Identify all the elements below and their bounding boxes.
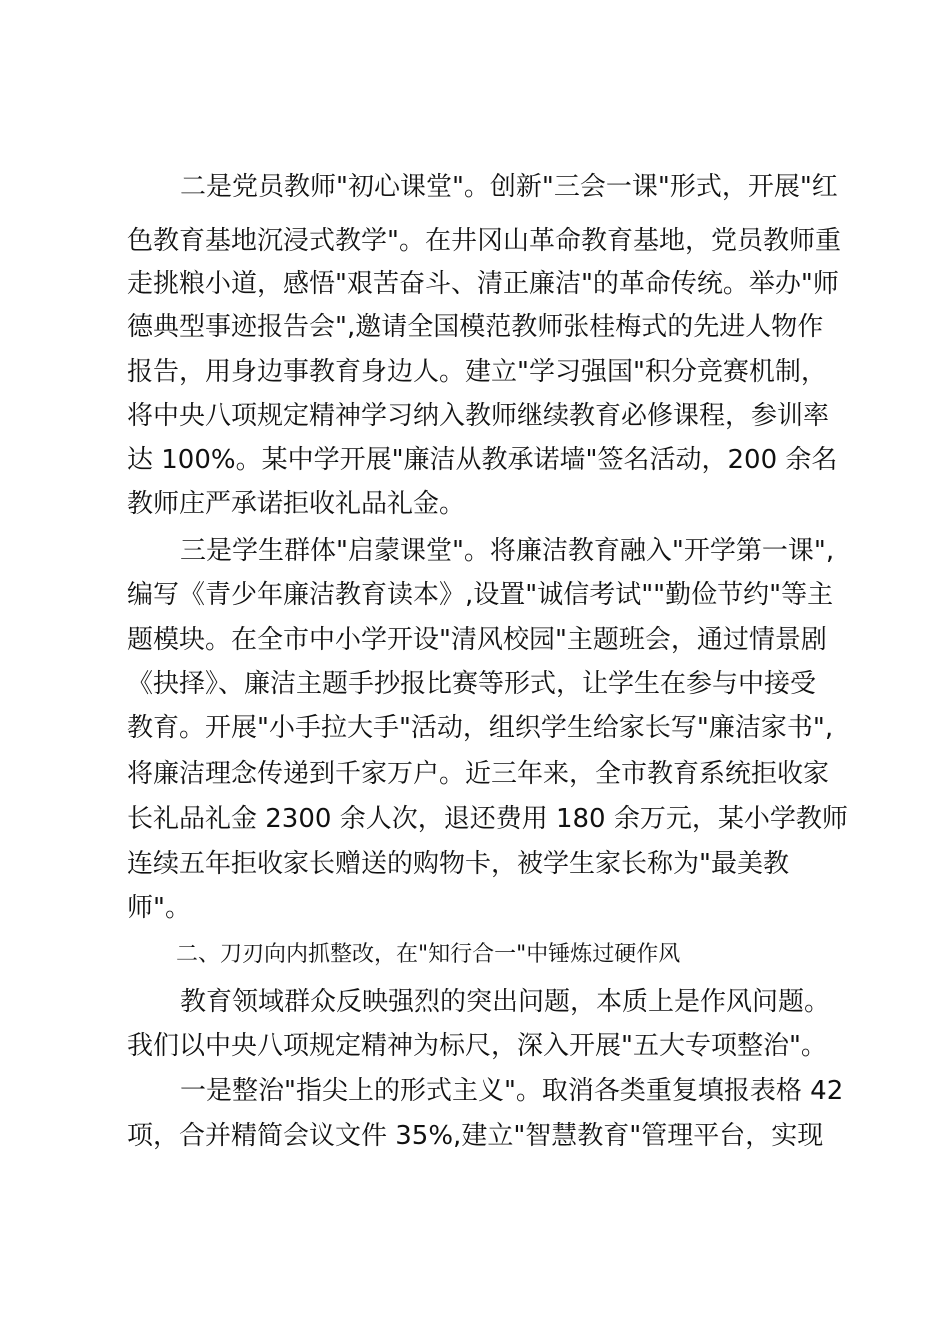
text-line: 《抉择》、廉洁主题手抄报比赛等形式，让学生在参与中接受: [127, 669, 817, 699]
text-line: 连续五年拒收家长赠送的购物卡，被学生家长称为"最美教: [127, 849, 789, 879]
text-line: 题模块。在全市中小学开设"清风校园"主题班会，通过情景剧: [127, 625, 827, 655]
text-line: 编写《青少年廉洁教育读本》,设置"诚信考试""勤俭节约"等主: [127, 580, 834, 610]
section-heading: 二、刀刃向内抓整改，在"知行合一"中锤炼过硬作风: [176, 942, 681, 967]
text-line: 教育领域群众反映强烈的突出问题，本质上是作风问题。: [180, 987, 831, 1017]
text-line: 报告，用身边事教育身边人。建立"学习强国"积分竞赛机制，: [127, 357, 827, 387]
text-line: 项，合并精简会议文件 35%,建立"智慧教育"管理平台，实现: [127, 1121, 824, 1151]
text-line: 教师庄严承诺拒收礼品礼金。: [127, 489, 466, 519]
text-line: 师"。: [127, 893, 191, 923]
text-line: 教育。开展"小手拉大手"活动，组织学生给家长写"廉洁家书",: [127, 713, 834, 743]
text-line: 将廉洁理念传递到千家万户。近三年来，全市教育系统拒收家: [127, 759, 830, 789]
text-line: 走挑粮小道，感悟"艰苦奋斗、清正廉洁"的革命传统。举办"师: [127, 269, 839, 299]
text-line: 三是学生群体"启蒙课堂"。将廉洁教育融入"开学第一课",: [180, 536, 835, 566]
text-line: 达 100%。某中学开展"廉洁从教承诺墙"签名活动，200 余名: [127, 445, 838, 475]
text-line: 二是党员教师"初心课堂"。创新"三会一课"形式，开展"红: [180, 172, 838, 202]
text-line: 我们以中央八项规定精神为标尺，深入开展"五大专项整治"。: [127, 1031, 827, 1061]
text-line: 长礼品礼金 2300 余人次，退还费用 180 余万元，某小学教师: [127, 804, 848, 834]
text-line: 将中央八项规定精神学习纳入教师继续教育必修课程，参训率: [127, 401, 830, 431]
text-line: 德典型事迹报告会",邀请全国模范教师张桂梅式的先进人物作: [127, 312, 824, 342]
text-line: 一是整治"指尖上的形式主义"。取消各类重复填报表格 42: [180, 1076, 844, 1106]
text-line: 色教育基地沉浸式教学"。在井冈山革命教育基地，党员教师重: [127, 226, 841, 256]
